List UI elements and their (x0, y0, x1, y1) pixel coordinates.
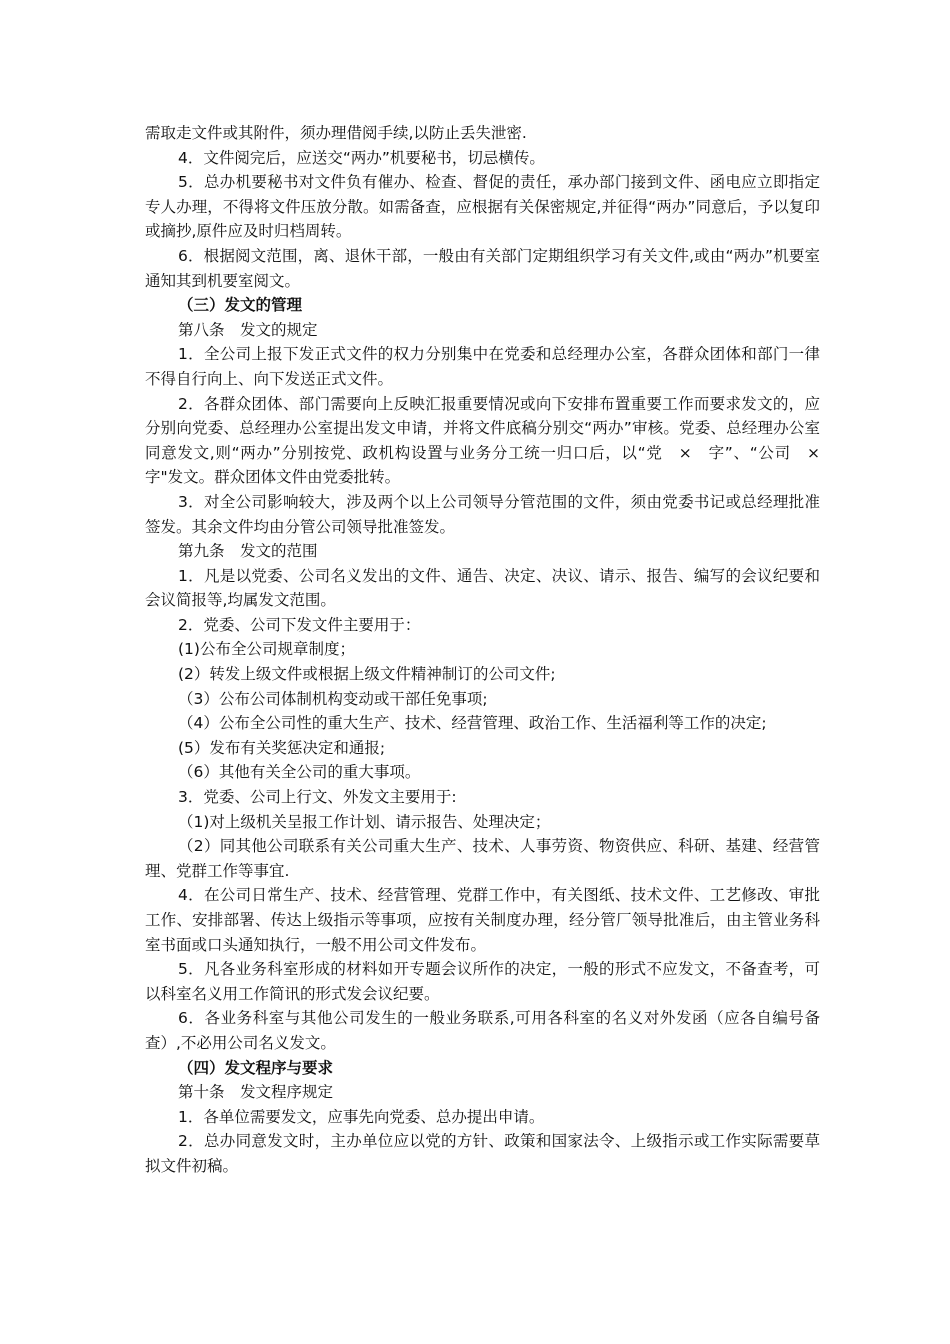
list-item: (1)公布全公司规章制度； (178, 640, 355, 659)
paragraph: 3．党委、公司上行文、外发文主要用于: (178, 788, 457, 807)
list-item: （3）公布公司体制机构变动或干部任免事项; (178, 689, 488, 708)
article-title: 第八条 发文的规定 (178, 320, 318, 339)
paragraph: 4．文件阅完后，应送交“两办”机要秘书，切忌横传。 (178, 148, 545, 167)
paragraph: 5．凡各业务科室形成的材料如开专题会议所作的决定，一般的形式不应发文，不备查考，可以科室名义用工作简讯的形式发会议纪要。 (145, 960, 820, 1003)
list-item: (5）发布有关奖惩决定和通报; (178, 738, 386, 757)
article-title: 第九条 发文的范围 (178, 542, 318, 561)
article-title: 第十条 发文程序规定 (178, 1083, 334, 1102)
list-item: （6）其他有关全公司的重大事项。 (178, 763, 421, 782)
paragraph: 3．对全公司影响较大，涉及两个以上公司领导分管范围的文件，须由党委书记或总经理批准签发。其余文件均由分管公司领导批准签发。 (145, 492, 820, 536)
paragraph: 6．根据阅文范围，离、退休干部，一般由有关部门定期组织学习有关文件,或由“两办”机要室通知其到机要室阅文。 (145, 246, 820, 290)
paragraph: 6．各业务科室与其他公司发生的一般业务联系,可用各科室的名义对外发函（应各自编号备查）,不必用公司名义发文。 (145, 1009, 820, 1052)
paragraph: 2．各群众团体、部门需要向上反映汇报重要情况或向下安排布置重要工作而要求发文的，应分别向党委、总经理办公室提出发文申请，并将文件底稿分别交“两办”审核。党委、总经理办公室同意发文,则“两办”分别按党、政机构设置与业务分工统一归口后，以“党 × 字”、“公司 × 字"发文。群众团体文件由党委批转。 (145, 394, 836, 487)
paragraph: 2．总办同意发文时，主办单位应以党的方针、政策和国家法令、上级指示或工作实际需要草拟文件初稿。 (145, 1132, 820, 1175)
list-item: （2）同其他公司联系有关公司重大生产、技术、人事劳资、物资供应、科研、基建、经营管理、党群工作等事宜. (145, 837, 820, 880)
paragraph: 5．总办机要秘书对文件负有催办、检查、督促的责任，承办部门接到文件、函电应立即指定专人办理，不得将文件压放分散。如需备查，应根据有关保密规定,并征得“两办”同意后，予以复印或摘抄,原件应及时归档周转。 (145, 173, 820, 241)
list-item: （1)对上级机关呈报工作计划、请示报告、处理决定； (178, 812, 551, 831)
document-body (145, 121, 836, 1179)
paragraph: 1．全公司上报下发正式文件的权力分别集中在党委和总经理办公室，各群众团体和部门一律不得自行向上、向下发送正式文件。 (145, 345, 820, 388)
paragraph: 1．各单位需要发文，应事先向党委、总办提出申请。 (178, 1107, 545, 1126)
paragraph: 1．凡是以党委、公司名义发出的文件、通告、决定、决议、请示、报告、编写的会议纪要和会议简报等,均属发文范围。 (145, 566, 820, 610)
list-item: （4）公布全公司性的重大生产、技术、经营管理、政治工作、生活福利等工作的决定; (178, 714, 767, 733)
section-heading: （四）发文程序与要求 (178, 1058, 334, 1077)
paragraph: 2．党委、公司下发文件主要用于： (178, 615, 421, 634)
list-item: (2）转发上级文件或根据上级文件精神制订的公司文件; (178, 665, 556, 684)
section-heading: （三）发文的管理 (178, 296, 303, 315)
paragraph: 需取走文件或其附件，须办理借阅手续,以防止丢失泄密. (145, 124, 527, 142)
paragraph: 4．在公司日常生产、技术、经营管理、党群工作中，有关图纸、技术文件、工艺修改、审批工作、安排部署、传达上级指示等事项，应按有关制度办理，经分管厂领导批准后，由主管业务科室书面或口头通知执行，一般不用公司文件发布。 (145, 886, 820, 954)
